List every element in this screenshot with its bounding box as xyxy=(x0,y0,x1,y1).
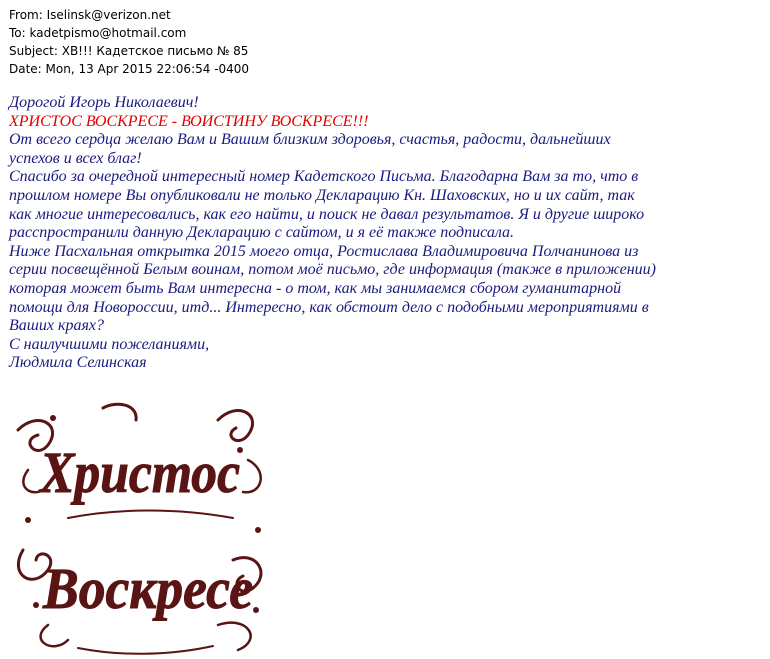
body-line: успехов и всех благ! xyxy=(9,149,142,167)
artwork-line-1: Христос xyxy=(38,440,240,505)
body-line: расспространили данную Декларацию с сайтом, и я её также подписала. xyxy=(9,224,514,242)
flourish xyxy=(41,625,68,646)
flourish xyxy=(218,411,253,441)
body-line: как многие интересовались, как его найти, и поиск не давал результатов. Я и другие широко xyxy=(9,205,645,223)
flourish xyxy=(218,623,251,650)
email-body xyxy=(9,94,765,373)
header-to: To: kadetpismo@hotmail.com xyxy=(9,26,187,40)
flourish xyxy=(78,646,213,654)
body-line: Спасибо за очередной интересный номер Кадетского Письма. Благодарна Вам за то, что в xyxy=(9,168,639,186)
easter-greeting-image xyxy=(8,400,273,659)
flourish xyxy=(68,511,233,519)
body-line: помощи для Новороссии, итд... Интересно, как обстоит дело с подобными мероприятиями в xyxy=(9,298,649,316)
flourish xyxy=(103,404,136,420)
header-from: From: Iselinsk@verizon.net xyxy=(9,8,171,22)
paschal-greeting: ХРИСТОС ВОСКРЕСЕ - ВОИСТИНУ ВОСКРЕСЕ!!! xyxy=(9,112,369,130)
signature: Людмила Селинская xyxy=(9,354,147,372)
body-line: Ваших краях? xyxy=(9,317,104,335)
greeting: Дорогой Игорь Николаевич! xyxy=(9,94,199,111)
body-line: От всего сердца желаю Вам и Вашим близким здоровья, счастья, радости, дальнейших xyxy=(9,131,611,149)
body-line: прошлом номере Вы опубликовали не только Декларацию Кн. Шаховских, но и их сайт, так xyxy=(9,186,635,204)
body-line: Ниже Пасхальная открытка 2015 моего отца, Ростислава Владимировича Полчанинова из xyxy=(9,242,639,260)
header-date: Date: Mon, 13 Apr 2015 22:06:54 -0400 xyxy=(9,62,250,76)
flourish xyxy=(243,460,261,492)
artwork-line-2: Воскресе xyxy=(42,556,253,621)
email-headers xyxy=(9,6,249,78)
header-subject: Subject: ХВ!!! Кадетское письмо № 85 xyxy=(9,44,249,58)
body-line: серии посвещённой Белым воинам, потом моё письмо, где информация (также в приложении) xyxy=(9,261,656,279)
body-line: которая может быть Вам интересна - о том, как мы занимаемся сбором гуманитарной xyxy=(9,279,622,297)
closing: С наилучшими пожеланиями, xyxy=(9,335,210,353)
